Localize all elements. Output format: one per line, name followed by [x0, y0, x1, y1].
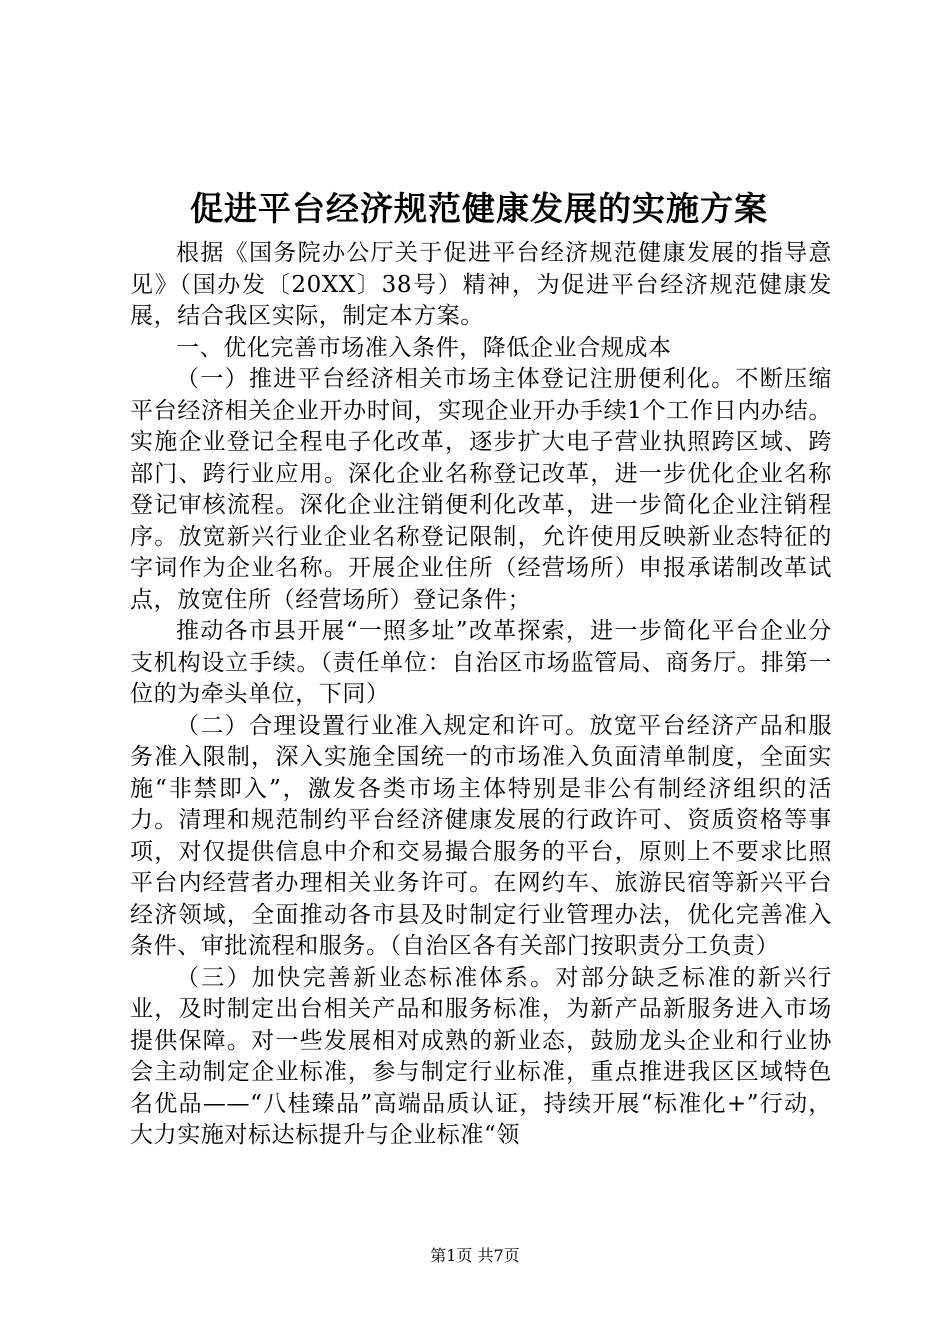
paragraph-item-2: （二）合理设置行业准入规定和许可。放宽平台经济产品和服务准入限制，深入实施全国统一的市场准入负面清单制度，全面实施“非禁即入”，激发各类市场主体特别是非公有制经济组织的活力。清理和规范制约平台经济健康发展的行政许可、资质资格等事项，对仅提供信息中介和交易撮合服务的平台，原则上不要求比照平台内经营者办理相关业务许可。在网约车、旅游民宿等新兴平台经济领域，全面推动各市县及时制定行业管理办法，优化完善准入条件、审批流程和服务。（自治区各有关部门按职责分工负责） — [130, 712, 832, 959]
page-total: 共7页 — [477, 1246, 520, 1265]
paragraph-intro: 根据《国务院办公厅关于促进平台经济规范健康发展的指导意见》（国办发〔20XX〕38号）精神，为促进平台经济规范健康发展，结合我区实际，制定本方案。 — [130, 240, 832, 329]
page-footer — [0, 1245, 950, 1267]
document-body — [130, 238, 832, 1152]
document-title: 促进平台经济规范健康发展的实施方案 — [190, 189, 768, 228]
paragraph-item-1-continued: 推动各市县开展“一照多址”改革探索，进一步简化平台企业分支机构设立手续。（责任单位：自治区市场监管局、商务厅。排第一位的为牵头单位，下同） — [130, 618, 832, 707]
paragraph-item-1: （一）推进平台经济相关市场主体登记注册便利化。不断压缩平台经济相关企业开办时间，实现企业开办手续1个工作日内办结。实施企业登记全程电子化改革，逐步扩大电子营业执照跨区域、跨部门、跨行业应用。深化企业名称登记改革，进一步优化企业名称登记审核流程。深化企业注销便利化改革，进一步简化企业注销程序。放宽新兴行业企业名称登记限制，允许使用反映新业态特征的字词作为企业名称。开展企业住所（经营场所）申报承诺制改革试点，放宽住所（经营场所）登记条件； — [130, 366, 832, 613]
paragraph-item-3: （三）加快完善新业态标准体系。对部分缺乏标准的新兴行业，及时制定出台相关产品和服务标准，为新产品新服务进入市场提供保障。对一些发展相对成熟的新业态，鼓励龙头企业和行业协会主动制定企业标准，参与制定行业标准，重点推进我区区域特色名优品——“八桂臻品”高端品质认证，持续开展“标准化+”行动，大力实施对标达标提升与企业标准“领 — [130, 964, 832, 1148]
section-heading-1: 一、优化完善市场准入条件，降低企业合规成本 — [176, 334, 672, 361]
page-number: 第1页 — [430, 1246, 473, 1265]
